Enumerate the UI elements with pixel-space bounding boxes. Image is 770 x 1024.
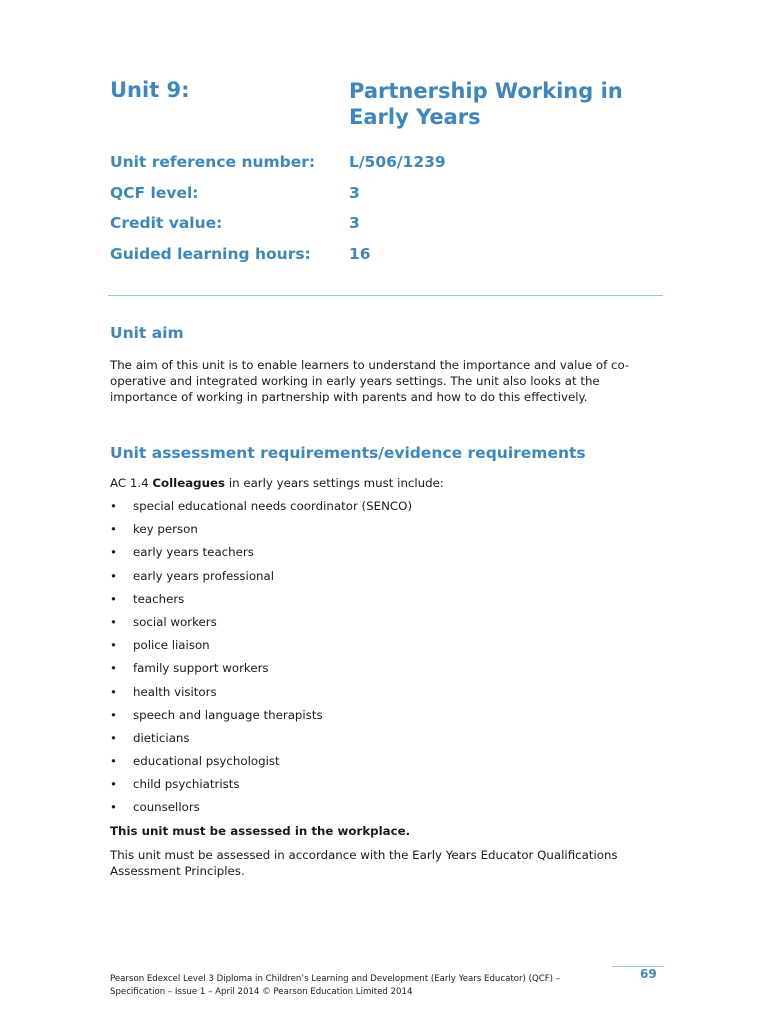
list-item-text: dieticians xyxy=(133,730,190,745)
bullet-icon: • xyxy=(110,614,117,629)
ac-intro-line xyxy=(110,476,444,490)
meta-value: L/506/1239 xyxy=(349,153,446,171)
bullet-icon: • xyxy=(110,684,117,699)
list-item xyxy=(110,730,670,753)
list-item xyxy=(110,660,670,683)
unit-aim-text: The aim of this unit is to enable learners to understand the importance and value of co-operative and integrated working in early years settings. The unit also looks at the importance of working in partnership with parents and how to do this effectively. xyxy=(110,358,630,404)
bullet-icon: • xyxy=(110,661,117,676)
meta-row-guided-hours xyxy=(110,245,670,276)
list-item-text: health visitors xyxy=(133,684,217,699)
meta-row-credit-value xyxy=(110,214,670,245)
list-item-text: counsellors xyxy=(133,800,200,815)
page-number: 69 xyxy=(640,967,657,981)
footer-line-1: Pearson Edexcel Level 3 Diploma in Children’s Learning and Development (Early Years Educator) (QCF) – xyxy=(110,974,561,984)
meta-value: 3 xyxy=(349,183,360,202)
list-item xyxy=(110,684,670,707)
list-item-text: teachers xyxy=(133,591,185,606)
meta-label: Unit reference number: xyxy=(110,153,316,171)
meta-row-qcf-level xyxy=(110,184,670,215)
meta-row-reference xyxy=(110,153,670,184)
list-item-text: early years professional xyxy=(133,568,275,583)
ac-rest: in early years settings must include: xyxy=(228,476,444,490)
footer-line-2: Specification – Issue 1 – April 2014 © Pearson Education Limited 2014 xyxy=(110,986,413,997)
unit-aim-heading: Unit aim xyxy=(110,324,184,342)
bullet-icon: • xyxy=(110,522,117,537)
list-item xyxy=(110,707,670,730)
bullet-icon: • xyxy=(110,499,117,513)
list-item-text: family support workers xyxy=(133,661,269,676)
ac-bold-term: Colleagues xyxy=(152,476,226,490)
list-item xyxy=(110,637,670,660)
list-item xyxy=(110,753,670,776)
bullet-icon: • xyxy=(110,777,117,792)
unit-number: Unit 9: xyxy=(110,78,190,102)
list-item-text: special educational needs coordinator (SENCO) xyxy=(133,499,413,513)
ac-prefix: AC 1.4 xyxy=(110,476,149,490)
bullet-icon: • xyxy=(110,707,117,722)
list-item xyxy=(110,614,670,637)
bullet-icon: • xyxy=(110,638,117,653)
colleagues-list xyxy=(110,498,670,823)
list-item-text: police liaison xyxy=(133,638,210,653)
assessment-heading: Unit assessment requirements/evidence requirements xyxy=(110,444,586,462)
list-item-text: early years teachers xyxy=(133,545,254,560)
list-item-text: speech and language therapists xyxy=(133,707,323,722)
list-item-text: key person xyxy=(133,522,198,537)
list-item xyxy=(110,799,670,822)
list-item-text: social workers xyxy=(133,614,217,629)
meta-label: QCF level: xyxy=(110,183,199,202)
unit-meta-table xyxy=(110,153,670,275)
meta-label: Credit value: xyxy=(110,214,223,232)
meta-label: Guided learning hours: xyxy=(110,244,311,263)
unit-title: Partnership Working in Early Years xyxy=(349,79,623,129)
list-item-text: educational psychologist xyxy=(133,754,280,769)
bullet-icon: • xyxy=(110,545,117,560)
list-item xyxy=(110,498,670,521)
list-item xyxy=(110,568,670,591)
bullet-icon: • xyxy=(110,754,117,769)
footer-text xyxy=(110,973,610,998)
meta-value: 16 xyxy=(349,244,371,263)
list-item xyxy=(110,544,670,567)
bullet-icon: • xyxy=(110,568,117,583)
list-item xyxy=(110,591,670,614)
bullet-icon: • xyxy=(110,730,117,745)
section-divider xyxy=(108,295,663,296)
list-item xyxy=(110,776,670,799)
list-item-text: child psychiatrists xyxy=(133,777,240,792)
list-item xyxy=(110,521,670,544)
principles-note: This unit must be assessed in accordance with the Early Years Educator Qualifications Assessment Principles. xyxy=(110,848,618,878)
bullet-icon: • xyxy=(110,591,117,606)
meta-value: 3 xyxy=(349,214,360,232)
bullet-icon: • xyxy=(110,800,117,815)
workplace-note: This unit must be assessed in the workplace. xyxy=(110,824,411,838)
